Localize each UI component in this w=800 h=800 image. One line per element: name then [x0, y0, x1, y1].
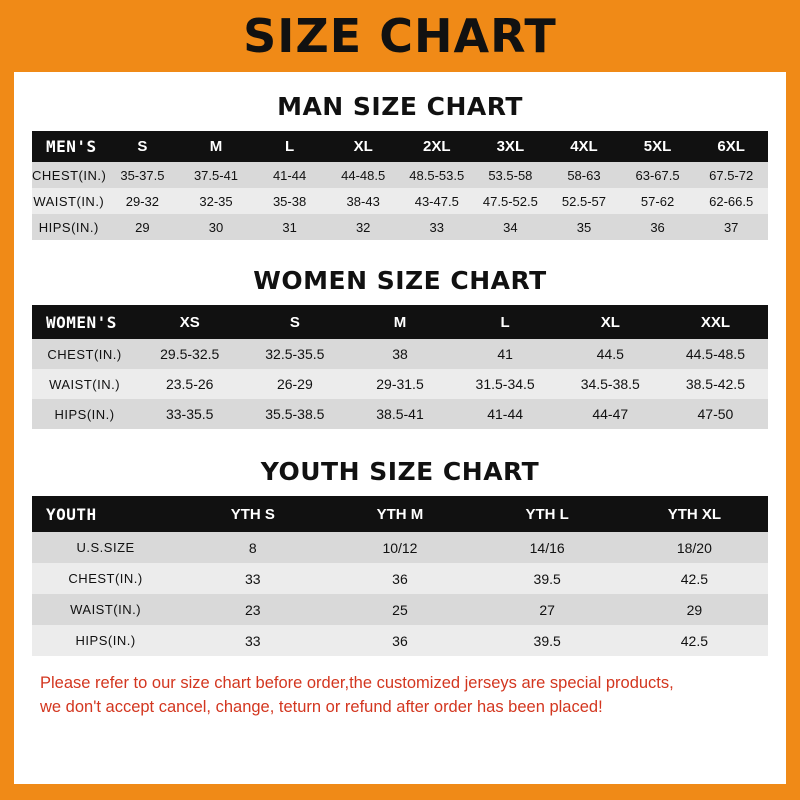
cell: 48.5-53.5 — [409, 167, 465, 183]
col-header-youth: YOUTH — [46, 504, 97, 524]
cell: 29-32 — [125, 193, 160, 209]
cell: 67.5-72 — [709, 167, 754, 183]
cell: 29.5-32.5 — [160, 346, 220, 362]
col-header-m: M — [209, 138, 223, 155]
cell: 39.5 — [533, 632, 561, 649]
cell: 42.5 — [680, 632, 708, 649]
cell: 25 — [392, 601, 408, 618]
cell: 38.5-42.5 — [685, 376, 745, 392]
youth-size-table — [32, 496, 768, 656]
col-header-xs: XS — [179, 313, 200, 331]
row-label-waist: WAIST(IN.) — [49, 376, 121, 392]
cell: 36 — [392, 570, 408, 587]
cell: 41-44 — [487, 406, 524, 422]
row-label-chest: CHEST(IN.) — [68, 571, 143, 586]
cell: 41-44 — [272, 167, 307, 183]
col-header-l: L — [500, 313, 510, 331]
cell: 47-50 — [697, 406, 734, 422]
cell: 35.5-38.5 — [265, 406, 325, 422]
table-row — [32, 214, 768, 240]
cell: 52.5-57 — [561, 193, 606, 209]
col-header-womens: WOMEN'S — [46, 312, 117, 332]
cell: 31 — [282, 219, 297, 235]
section-title-youth: YOUTH SIZE CHART — [260, 457, 540, 486]
col-header-s: S — [137, 138, 148, 155]
table-row — [32, 339, 768, 369]
cell: 14/16 — [529, 539, 565, 556]
cell: 63-67.5 — [635, 167, 680, 183]
cell: 10/12 — [382, 539, 418, 556]
table-row — [32, 369, 768, 399]
cell: 33-35.5 — [165, 406, 214, 422]
col-header-yth-xl: YTH XL — [667, 505, 722, 523]
table-row — [32, 188, 768, 214]
row-label-chest: CHEST(IN.) — [32, 167, 107, 183]
cell: 32 — [355, 219, 371, 235]
cell: 30 — [208, 219, 224, 235]
cell: 35-38 — [272, 193, 307, 209]
row-label-hips: HIPS(IN.) — [38, 219, 99, 235]
col-header-l: L — [284, 138, 295, 155]
cell: 38.5-41 — [376, 406, 424, 422]
cell: 23.5-26 — [165, 376, 214, 392]
cell: 32.5-35.5 — [265, 346, 325, 362]
cell: 53.5-58 — [488, 167, 533, 183]
table-header-row — [32, 305, 768, 339]
cell: 8 — [248, 539, 257, 556]
cell: 26-29 — [276, 376, 313, 392]
cell: 39.5 — [533, 570, 561, 587]
cell: 32-35 — [199, 193, 233, 209]
cell: 35 — [576, 219, 592, 235]
cell: 33 — [244, 570, 261, 587]
col-header-yth-m: YTH M — [376, 505, 424, 523]
col-header-4xl: 4XL — [570, 138, 598, 155]
table-row — [32, 532, 768, 563]
section-title-women: WOMEN SIZE CHART — [253, 266, 547, 295]
col-header-yth-s: YTH S — [230, 505, 275, 523]
cell: 33 — [244, 632, 261, 649]
cell: 38-43 — [346, 193, 380, 209]
cell: 34 — [503, 219, 518, 235]
cell: 37 — [723, 219, 739, 235]
table-header-row — [32, 496, 768, 532]
cell: 35-37.5 — [120, 167, 165, 183]
col-header-m: M — [393, 313, 407, 331]
col-header-yth-l: YTH L — [525, 505, 569, 523]
cell: 33 — [429, 219, 444, 235]
cell: 62-66.5 — [709, 193, 754, 209]
cell: 18/20 — [676, 539, 712, 556]
section-title-man: MAN SIZE CHART — [277, 92, 523, 121]
table-row — [32, 399, 768, 429]
cell: 42.5 — [680, 570, 708, 587]
cell: 43-47.5 — [414, 193, 459, 209]
cell: 57-62 — [640, 193, 675, 209]
man-size-table — [32, 131, 768, 240]
cell: 31.5-34.5 — [475, 376, 535, 392]
col-header-xxl: XXL — [700, 313, 731, 331]
bottom-band — [0, 784, 800, 800]
col-header-xl: XL — [353, 138, 373, 155]
row-label-waist: WAIST(IN.) — [33, 193, 105, 209]
footnote — [32, 672, 768, 720]
cell: 23 — [244, 601, 261, 618]
col-header-6xl: 6XL — [717, 138, 745, 155]
cell: 58-63 — [567, 167, 601, 183]
cell: 29-31.5 — [376, 376, 424, 392]
cell: 44.5-48.5 — [685, 346, 745, 362]
cell: 44-47 — [592, 406, 629, 422]
cell: 36 — [392, 632, 408, 649]
cell: 44.5 — [596, 346, 624, 362]
col-header-xl: XL — [600, 313, 620, 331]
row-label-us-size: U.S.SIZE — [76, 540, 135, 555]
header-band — [0, 0, 800, 72]
footnote-line-1: Please refer to our size chart before order,the customized jerseys are special products, — [40, 674, 674, 692]
row-label-hips: HIPS(IN.) — [54, 406, 115, 422]
cell: 44-48.5 — [341, 167, 386, 183]
cell: 41 — [497, 346, 513, 362]
cell: 34.5-38.5 — [580, 376, 640, 392]
cell: 38 — [392, 346, 408, 362]
cell: 27 — [539, 601, 555, 618]
table-row — [32, 162, 768, 188]
col-header-5xl: 5XL — [643, 138, 672, 155]
row-label-waist: WAIST(IN.) — [70, 602, 142, 617]
row-label-chest: CHEST(IN.) — [47, 346, 122, 362]
row-label-hips: HIPS(IN.) — [75, 633, 136, 648]
cell: 29 — [686, 601, 703, 618]
cell: 37.5-41 — [193, 167, 239, 183]
cell: 36 — [650, 219, 665, 235]
cell: 47.5-52.5 — [482, 193, 538, 209]
col-header-3xl: 3XL — [496, 138, 525, 155]
footnote-line-2: we don't accept cancel, change, teturn or refund after order has been placed! — [40, 697, 603, 716]
table-row — [32, 594, 768, 625]
women-size-table — [32, 305, 768, 429]
table-row — [32, 625, 768, 656]
table-row — [32, 563, 768, 594]
col-header-mens: MEN'S — [46, 137, 97, 156]
col-header-2xl: 2XL — [423, 138, 451, 155]
page-title: SIZE CHART — [243, 9, 557, 63]
table-header-row — [32, 131, 768, 162]
col-header-s: S — [289, 313, 300, 331]
content-area — [14, 92, 786, 720]
cell: 29 — [135, 219, 150, 235]
